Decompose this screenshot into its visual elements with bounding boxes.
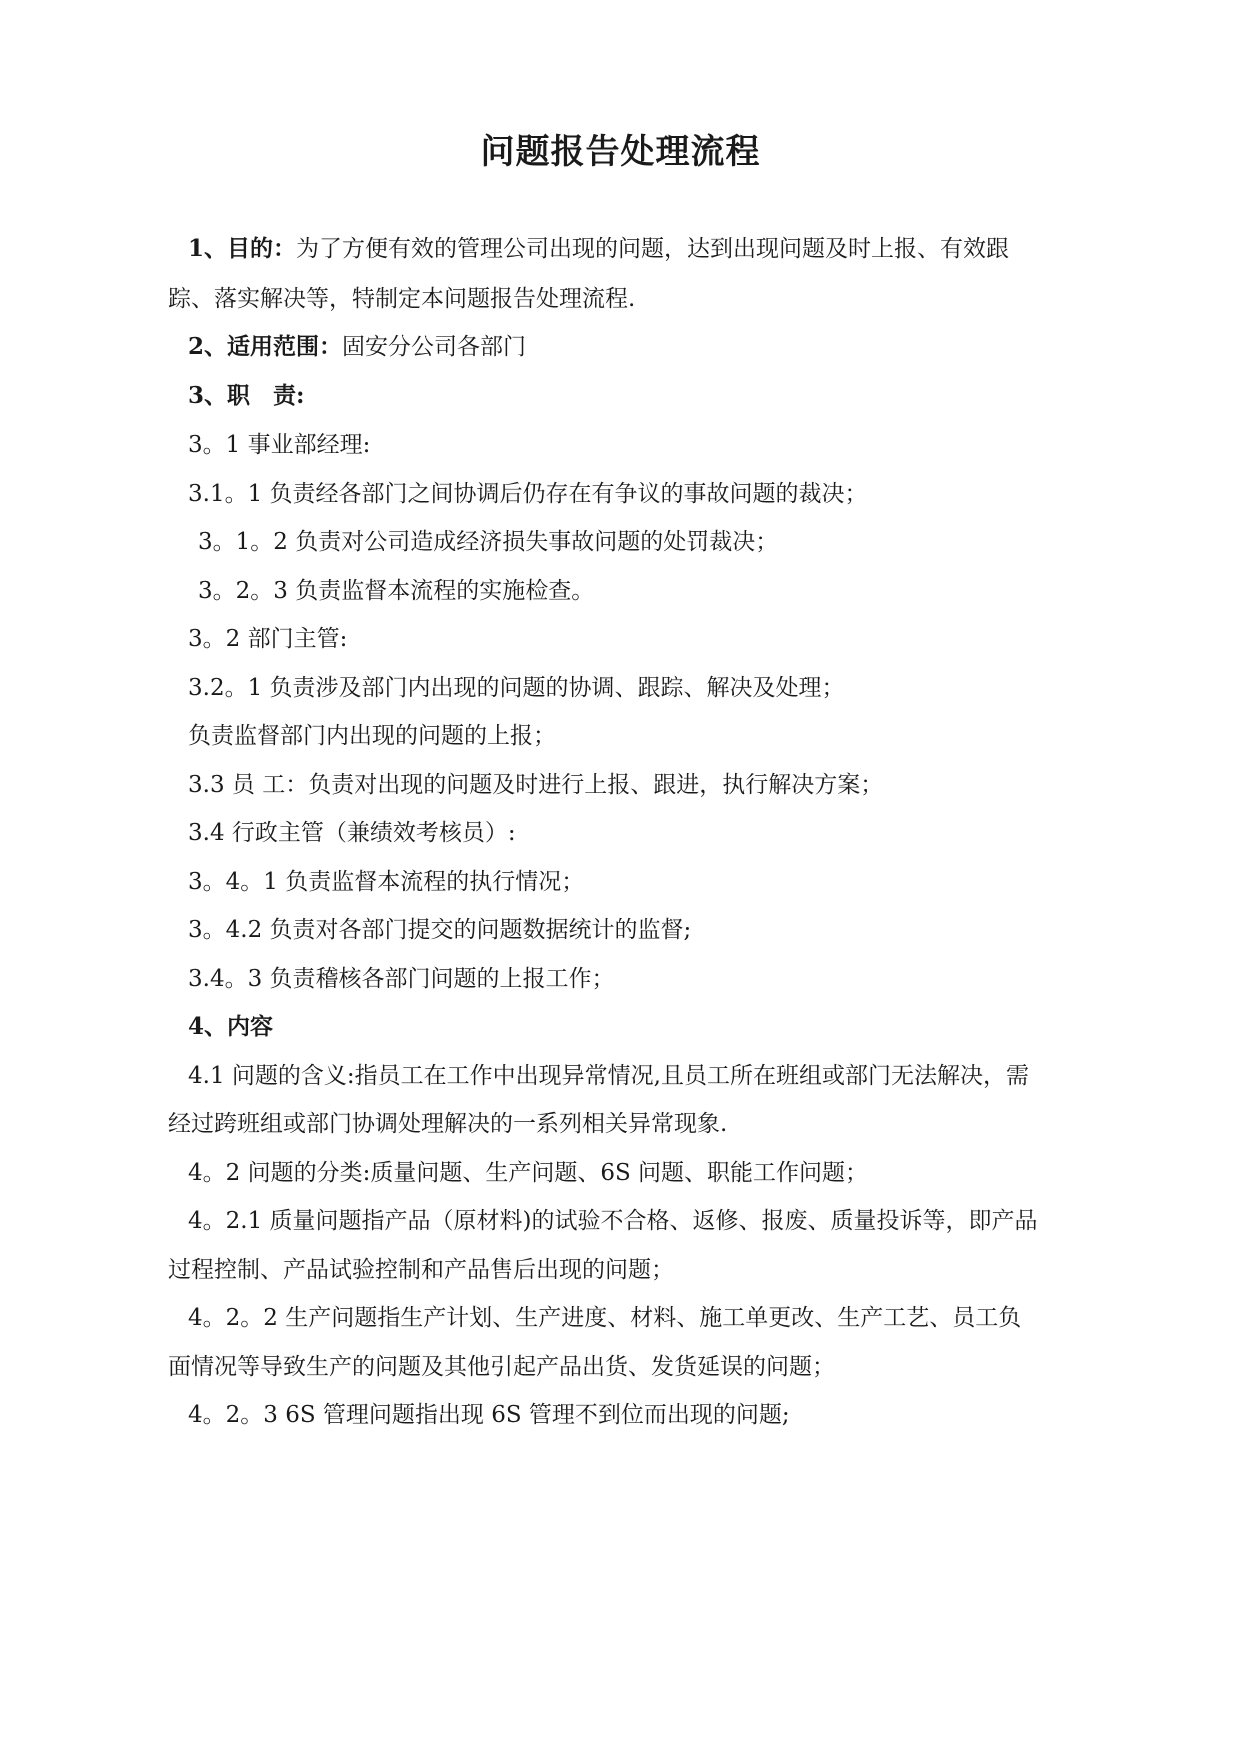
item-3-4-2: 3。4.2 负责对各部门提交的问题数据统计的监督; (188, 917, 692, 943)
item-4-2-2-continuation: 面情况等导致生产的问题及其他引起产品出货、发货延误的问题； (168, 1354, 835, 1380)
responsibilities-heading: 3、职 责: (188, 382, 305, 409)
item-3-1: 3。1 事业部经理: (188, 432, 371, 458)
item-4-1: 4.1 问题的含义:指员工在工作中出现异常情况,且员工所在班组或部门无法解决，需 (188, 1063, 1029, 1089)
document-title: 问题报告处理流程 (480, 132, 761, 172)
scope-heading: 2、适用范围： (188, 333, 343, 360)
item-3-2-2: 负责监督部门内出现的问题的上报； (188, 723, 556, 749)
item-3-1-2: 3。1。2 负责对公司造成经济损失事故问题的处罚裁决； (198, 529, 779, 555)
item-3-2-1: 3.2。1 负责涉及部门内出现的问题的协调、跟踪、解决及处理； (188, 675, 845, 701)
item-4-2-3: 4。2。3 6S 管理问题指出现 6S 管理不到位而出现的问题; (188, 1402, 790, 1428)
item-3-2: 3。2 部门主管: (188, 626, 348, 652)
scope-line (188, 331, 526, 363)
purpose-line (188, 233, 1009, 265)
item-4-1-continuation: 经过跨班组或部门协调处理解决的一系列相关异常现象. (168, 1111, 728, 1137)
content-heading: 4、内容 (188, 1013, 274, 1040)
item-3-1-1: 3.1。1 负责经各部门之间协调后仍存在有争议的事故问题的裁决； (188, 481, 868, 507)
scope-text: 固安分公司各部门 (342, 334, 527, 360)
item-4-2-1: 4。2.1 质量问题指产品（原材料)的试验不合格、返修、报废、质量投诉等，即产品 (188, 1208, 1038, 1234)
item-3-3: 3.3 员 工：负责对出现的问题及时进行上报、跟进，执行解决方案； (188, 772, 884, 798)
item-4-2-2: 4。2。2 生产问题指生产计划、生产进度、材料、施工单更改、生产工艺、员工负 (188, 1305, 1022, 1331)
purpose-continuation: 踪、落实解决等，特制定本问题报告处理流程. (168, 286, 636, 312)
item-3-4: 3.4 行政主管（兼绩效考核员）: (188, 820, 516, 846)
item-4-2: 4。2 问题的分类:质量问题、生产问题、6S 问题、职能工作问题； (188, 1160, 869, 1186)
purpose-heading: 1、目的： (188, 235, 297, 262)
item-3-4-3: 3.4。3 负责稽核各部门问题的上报工作； (188, 966, 615, 992)
item-3-4-1: 3。4。1 负责监督本流程的执行情况； (188, 869, 585, 895)
item-4-2-1-continuation: 过程控制、产品试验控制和产品售后出现的问题； (168, 1257, 674, 1283)
item-3-2-3: 3。2。3 负责监督本流程的实施检查。 (198, 578, 595, 604)
purpose-text: 为了方便有效的管理公司出现的问题，达到出现问题及时上报、有效跟 (296, 236, 1010, 262)
